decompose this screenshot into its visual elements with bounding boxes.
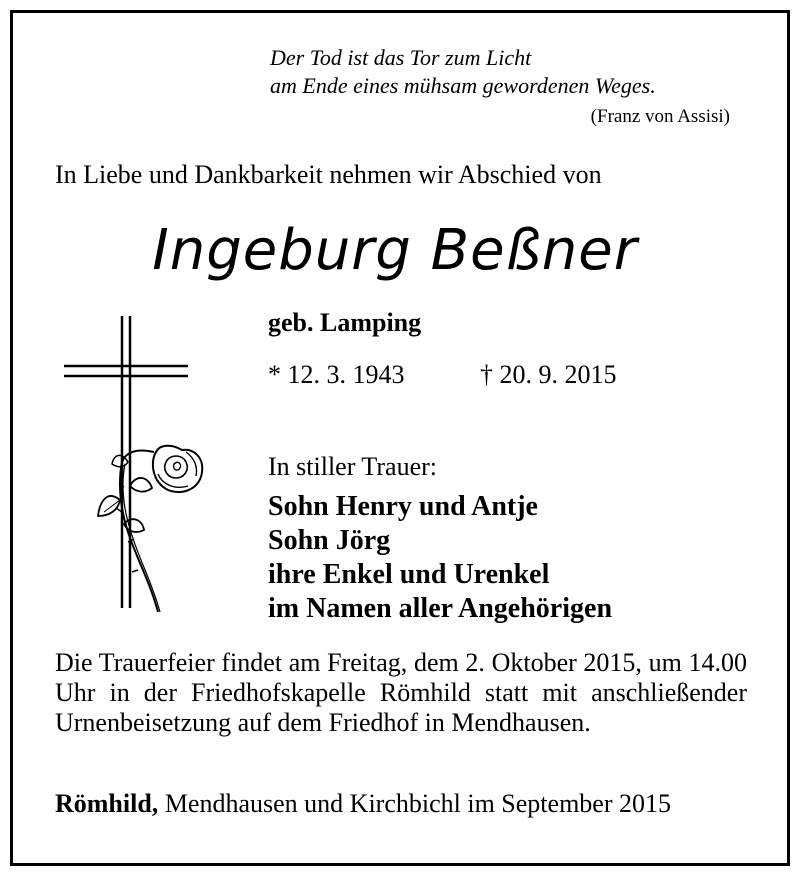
mourner-line: im Namen aller Angehörigen: [268, 593, 613, 624]
deceased-name: Ingeburg Beßner: [152, 218, 638, 283]
quote: [270, 44, 740, 100]
funeral-details: Die Trauerfeier findet am Freitag, dem 2. Oktober 2015, um 14.00 Uhr in der Friedhofskapelle Römhild statt mit anschließender Urnenbeisetzung auf dem Friedhof in Mendhausen.: [55, 648, 747, 737]
cross-with-rose-icon: [58, 312, 218, 618]
maiden-name: geb. Lamping: [268, 308, 422, 337]
closing-place: Römhild,: [55, 789, 159, 818]
closing-rest: Mendhausen und Kirchbichl im September 2015: [158, 789, 671, 818]
mourner-line: ihre Enkel und Urenkel: [268, 559, 550, 590]
mourning-label: In stiller Trauer:: [268, 452, 437, 481]
quote-line-2: am Ende eines mühsam gewordenen Weges.: [270, 73, 656, 98]
mourner-line: Sohn Jörg: [268, 525, 391, 556]
intro-text: In Liebe und Dankbarkeit nehmen wir Abschied von: [55, 160, 602, 189]
mourner-line: Sohn Henry und Antje: [268, 491, 538, 522]
closing-line: [55, 789, 671, 819]
birth-date: * 12. 3. 1943: [268, 360, 405, 389]
death-date: † 20. 9. 2015: [480, 360, 617, 389]
mourners-list: [268, 490, 612, 626]
quote-author: (Franz von Assisi): [590, 106, 730, 127]
quote-line-1: Der Tod ist das Tor zum Licht: [270, 45, 532, 70]
